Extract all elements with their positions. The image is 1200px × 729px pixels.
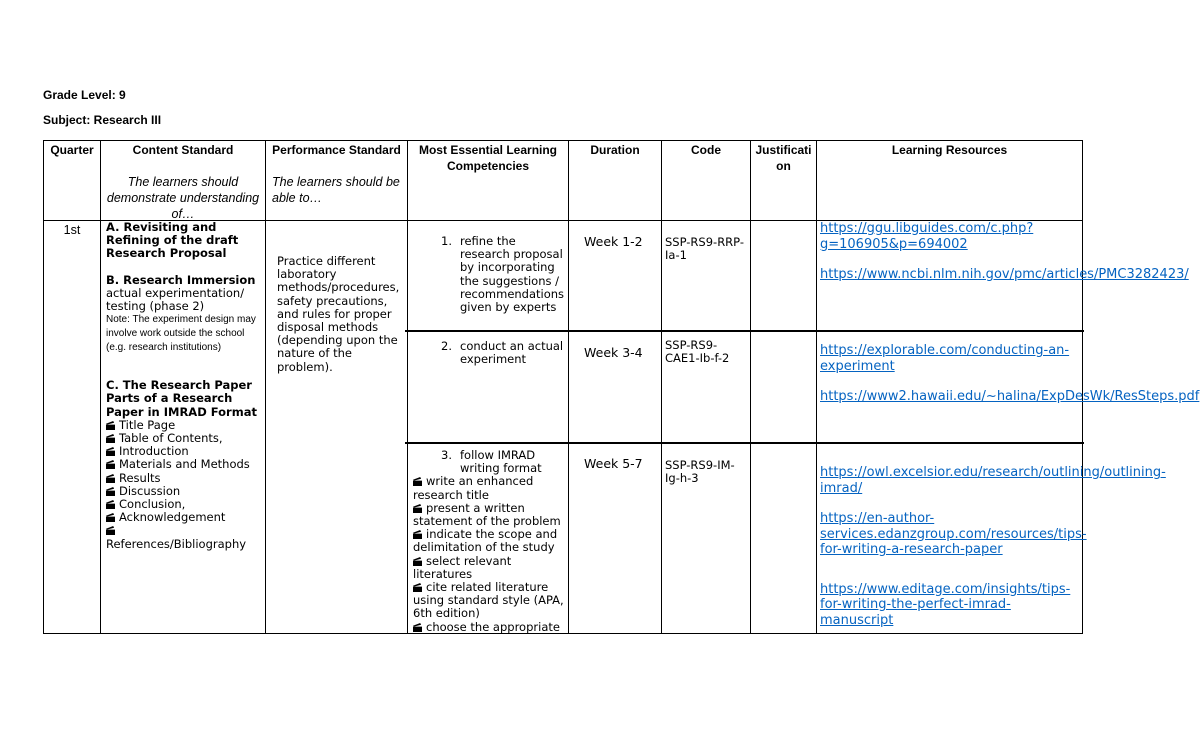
col-divider [816, 141, 817, 633]
code-1: SSP-RS9-RRP-Ia-1 [665, 235, 745, 262]
list-item: Discussion [106, 485, 264, 498]
resource-link[interactable]: https://explorable.com/conducting-an-experiment [820, 343, 1070, 374]
col-divider [568, 141, 569, 633]
content-a-title: A. Revisiting and Refining of the draft Research Proposal [106, 220, 239, 261]
resources-2 [820, 343, 1200, 405]
competency-3: 3. follow IMRAD writing format write an enhanced research title present a written statement of the problem indicate the scope and delimitation of the study select relevant literatures cite related literature using standard style (APA, 6th edition) choose the appropriate [413, 449, 564, 633]
clapper-icon [106, 526, 115, 535]
list-item: present a written statement of the problem [413, 500, 561, 529]
resource-link[interactable]: https://www2.hawaii.edu/~halina/ExpDesWk/ResSteps.pdf [820, 389, 1200, 404]
grade-level: Grade Level: 9 [43, 88, 126, 102]
row-divider [405, 330, 1084, 332]
col-divider [661, 141, 662, 633]
clapper-icon [413, 583, 422, 592]
header-code: Code [691, 143, 721, 157]
col-divider [265, 141, 266, 633]
content-b-note: Note: The experiment design may involve work outside the school (e.g. research institutions) [106, 314, 256, 354]
list-item: write an enhanced research title [413, 474, 534, 502]
quarter-value: 1st [63, 223, 81, 237]
subject: Subject: Research III [43, 113, 162, 127]
clapper-icon [106, 474, 115, 483]
header-performance-standard-sub: The learners should be able to… [272, 175, 400, 205]
list-item: Materials and Methods [106, 458, 264, 471]
clapper-icon [413, 477, 422, 486]
resource-link[interactable]: https://ggu.libguides.com/c.php?g=106905&p=694002 [820, 221, 1034, 252]
clapper-icon [106, 513, 115, 522]
resources-3 [820, 465, 1166, 628]
clapper-icon [106, 500, 115, 509]
list-item: Table of Contents, [106, 432, 264, 445]
list-item: indicate the scope and delimitation of the study [413, 527, 558, 555]
resource-link[interactable]: https://www.ncbi.nlm.nih.gov/pmc/articles/PMC3282423/ [820, 267, 1189, 282]
competency-2: 2. conduct an actual experiment [441, 339, 564, 367]
header-melc: Most Essential Learning Competencies [418, 143, 558, 173]
header-content-standard: Content Standard The learners should demonstrate understanding of… [101, 142, 265, 222]
content-b-text: actual experimentation/ testing (phase 2) [106, 285, 245, 314]
clapper-icon [413, 557, 422, 566]
clapper-icon [413, 623, 422, 632]
list-item: References/Bibliography [106, 536, 247, 551]
competency-table [43, 140, 1200, 634]
resources-1 [820, 221, 1189, 283]
duration-3: Week 5-7 [584, 456, 643, 471]
content-c-title: C. The Research Paper Parts of a Research Paper in IMRAD Format [106, 378, 257, 419]
duration-1: Week 1-2 [584, 234, 643, 249]
content-standard-cell [106, 221, 264, 551]
duration-2: Week 3-4 [584, 345, 643, 360]
list-item: select relevant literatures [413, 553, 512, 581]
clapper-icon [106, 421, 115, 430]
header-quarter: Quarter [50, 143, 94, 157]
clapper-icon [106, 460, 115, 469]
resource-link[interactable]: https://en-author-services.edanzgroup.com/resources/tips-for-writing-a-research-paper [820, 511, 1087, 557]
clapper-icon [413, 504, 422, 513]
list-item: Results [106, 472, 264, 485]
header-learning-resources: Learning Resources [891, 143, 1008, 157]
list-item: Acknowledgement [106, 511, 264, 524]
resource-link[interactable]: https://owl.excelsior.edu/research/outlining/outlining-imrad/ [820, 465, 1166, 496]
header-performance-standard: Performance Standard The learners should be able to… [266, 142, 407, 206]
list-item: cite related literature using standard style (APA, 6th edition) [413, 580, 564, 621]
header-justification: Justificati on [755, 143, 812, 173]
code-3: SSP-RS9-IM-Ig-h-3 [665, 458, 735, 485]
clapper-icon [106, 487, 115, 496]
content-b-title: B. Research Immersion [106, 272, 256, 287]
clapper-icon [413, 530, 422, 539]
header-duration: Duration [590, 143, 640, 157]
clapper-icon [106, 447, 115, 456]
code-2: SSP-RS9-CAE1-Ib-f-2 [665, 338, 730, 365]
col-divider [750, 141, 751, 633]
list-item: Conclusion, [106, 498, 264, 511]
list-item: Title Page [106, 419, 264, 432]
col-divider [407, 141, 408, 633]
list-item: Introduction [106, 445, 264, 458]
resource-link[interactable]: https://www.editage.com/insights/tips-for-writing-the-perfect-imrad-manuscript [820, 581, 1071, 628]
competency-1: 1. refine the research proposal by incorporating the suggestions / recommendations given by experts [441, 234, 565, 315]
content-c-list [106, 419, 264, 551]
list-item: choose the appropriate [413, 621, 565, 633]
clapper-icon [106, 434, 115, 443]
row-divider [405, 442, 1084, 444]
performance-standard-cell: Practice different laboratory methods/procedures, safety precautions, and rules for proper disposal methods (depending upon the nature of the problem). [277, 254, 400, 374]
header-content-standard-sub: The learners should demonstrate understanding of… [106, 175, 260, 221]
